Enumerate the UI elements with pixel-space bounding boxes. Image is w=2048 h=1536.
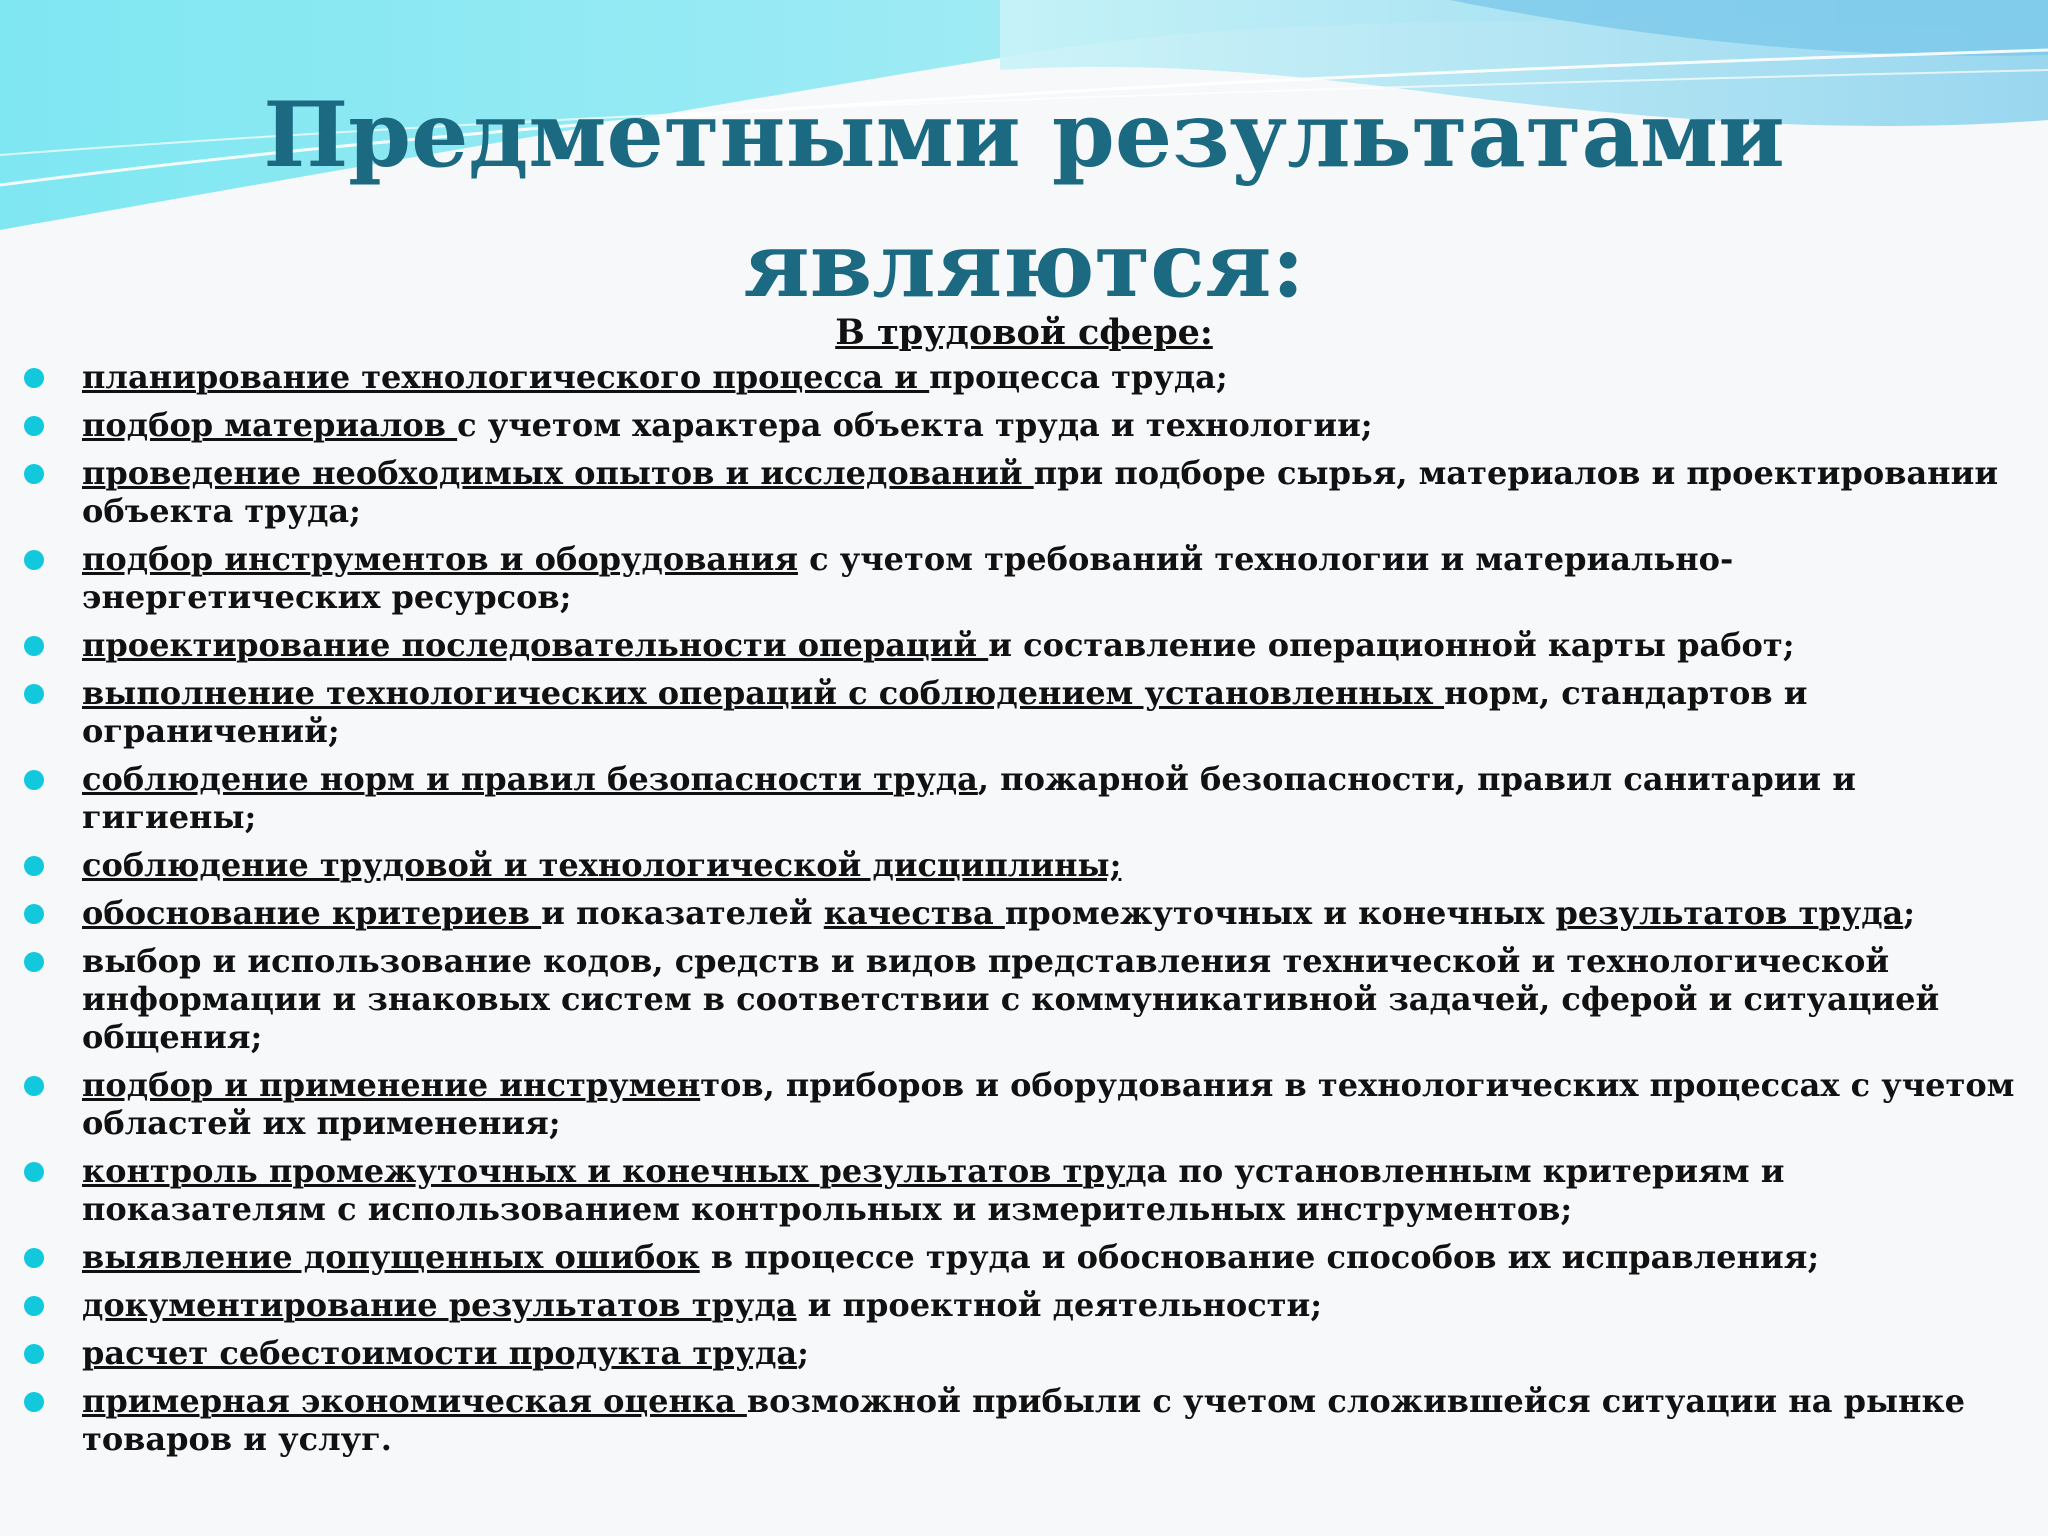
list-item	[0, 942, 2048, 1056]
bullet-dot-icon	[24, 550, 44, 570]
item-text-underlined: примерная экономическая оценка	[82, 1382, 747, 1420]
bullet-dot-icon	[24, 904, 44, 924]
bullet-dot-icon	[24, 416, 44, 436]
item-text: с учетом характера объекта труда и технологии;	[457, 406, 1373, 444]
item-text: и проектной деятельности;	[796, 1286, 1323, 1324]
item-text: выбор и использование кодов, средств и видов представления технической и технологической информации и знаковых систем в соответствии с коммуникативной задачей, сферой и ситуацией общения;	[82, 942, 1940, 1056]
bullet-dot-icon	[24, 1392, 44, 1412]
item-text: с учетом требований технологии и материально-энергетических ресурсов;	[82, 540, 1734, 616]
section-subtitle: В трудовой сфере:	[835, 312, 1213, 353]
bullet-dot-icon	[24, 1296, 44, 1316]
item-text-underlined: обоснование критериев	[82, 894, 542, 932]
item-text-underlined: выявление допущенных ошибок	[82, 1238, 700, 1276]
list-item	[0, 1066, 2048, 1142]
item-text-underlined: контроль промежуточных и конечных результатов тру	[82, 1152, 1126, 1190]
item-text: да по установленным критериям и показателям с использованием контрольных и измерительных инструментов;	[82, 1152, 1785, 1228]
slide-title-line-2: являются:	[743, 212, 1305, 318]
list-item	[0, 1334, 2048, 1372]
list-item	[0, 1238, 2048, 1276]
list-item	[0, 358, 2048, 396]
item-text-underlined: выполнение технологических операций с соблюдением установленных	[82, 674, 1445, 712]
bullet-dot-icon	[24, 684, 44, 704]
item-text-underlined: документирование результатов труда	[82, 1286, 797, 1324]
item-text-underlined: качества	[823, 894, 1005, 932]
bullet-dot-icon	[24, 770, 44, 790]
list-item	[0, 454, 2048, 530]
item-text: норм, стандартов и ограничений;	[82, 674, 1808, 750]
list-item	[0, 674, 2048, 750]
list-item	[0, 540, 2048, 616]
item-text: при подборе сырья, материалов и проектировании объекта труда;	[82, 454, 1999, 530]
list-item	[0, 1382, 2048, 1458]
bullet-dot-icon	[24, 856, 44, 876]
list-item	[0, 760, 2048, 836]
item-text-underlined: результатов труда	[1555, 894, 1904, 932]
list-item	[0, 626, 2048, 664]
bullet-dot-icon	[24, 952, 44, 972]
bullet-dot-icon	[24, 368, 44, 388]
item-text-underlined: подбор и применение инструмен	[82, 1066, 701, 1104]
item-text-underlined: проведение необходимых опытов и исследований	[82, 454, 1034, 492]
item-text: ;	[1903, 894, 1916, 932]
list-item	[0, 406, 2048, 444]
results-list	[0, 358, 2048, 1468]
item-text-underlined: подбор инструментов и оборудования	[82, 540, 798, 578]
list-item	[0, 846, 2048, 884]
bullet-dot-icon	[24, 1162, 44, 1182]
item-text-underlined: планирование технологического процесса и	[82, 358, 930, 396]
item-text: тов, приборов и оборудования в технологических процессах с учетом областей их применения;	[82, 1066, 2015, 1142]
list-item	[0, 894, 2048, 932]
bullet-dot-icon	[24, 636, 44, 656]
item-text-underlined: соблюдение норм и правил безопасности труда	[82, 760, 978, 798]
list-item	[0, 1286, 2048, 1324]
slide-title-line-1: Предметными результатами	[263, 82, 1785, 188]
item-text: промежуточных и конечных	[1004, 894, 1556, 932]
item-text: , пожарной безопасности, правил санитарии и гигиены;	[82, 760, 1857, 836]
item-text: и показателей	[541, 894, 824, 932]
item-text-underlined: расчет себестоимости продукта труда	[82, 1334, 798, 1372]
item-text: и составление операционной карты работ;	[988, 626, 1795, 664]
item-text-underlined: подбор материалов	[82, 406, 458, 444]
item-text-underlined: проектирование последовательности операций	[82, 626, 989, 664]
bullet-dot-icon	[24, 1076, 44, 1096]
item-text-underlined: соблюдение трудовой и технологической дисциплины;	[82, 846, 1122, 884]
bullet-dot-icon	[24, 1344, 44, 1364]
item-text: возможной прибыли с учетом сложившейся ситуации на рынке товаров и услуг.	[82, 1382, 1965, 1458]
list-item	[0, 1152, 2048, 1228]
item-text: процесса труда;	[929, 358, 1228, 396]
item-text: в процессе труда и обоснование способов их исправления;	[699, 1238, 1820, 1276]
item-text: ;	[797, 1334, 809, 1372]
bullet-dot-icon	[24, 1248, 44, 1268]
bullet-dot-icon	[24, 464, 44, 484]
slide-title	[0, 70, 2048, 330]
